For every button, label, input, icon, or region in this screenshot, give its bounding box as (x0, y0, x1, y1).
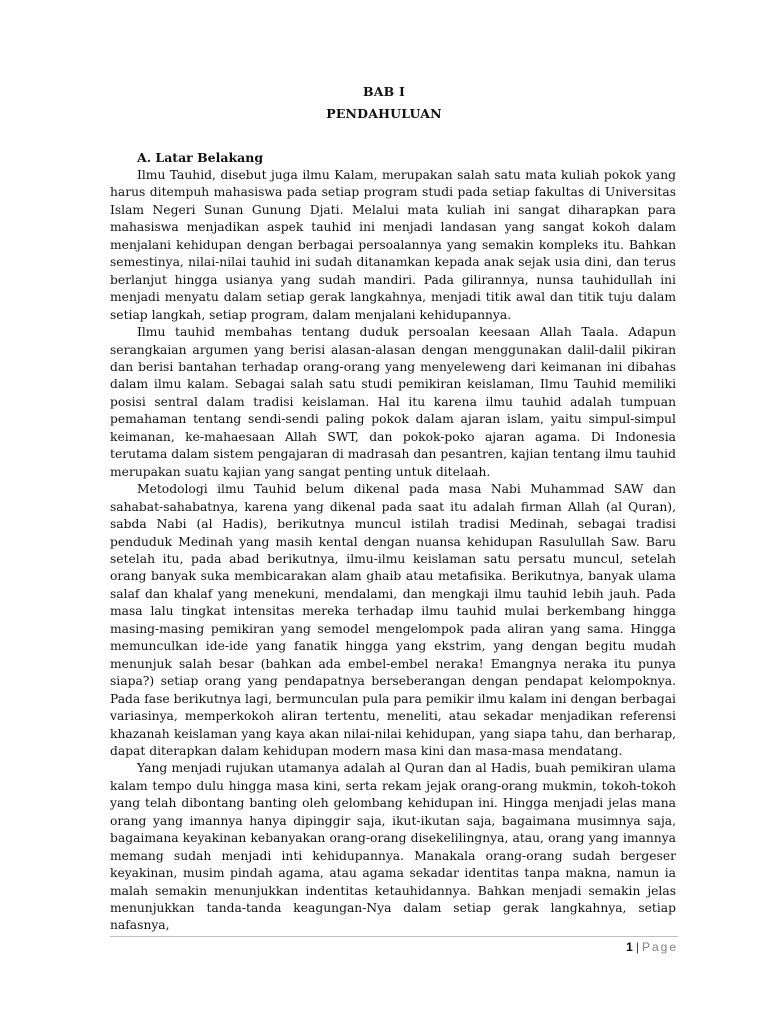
page-label: Page (641, 940, 678, 954)
footer-separator: | (635, 940, 639, 954)
paragraph: Yang menjadi rujukan utamanya adalah al Quran dan al Hadis, buah pemikiran ulama kalam tempo dulu hingga masa kini, serta rekam jejak orang-orang mukmin, tokoh-tokoh yang telah dibontang banting oleh gelombang kehidupan ini. Hingga menjadi jelas mana orang yang imannya hanya dipinggir saja, ikut-ikutan saja, bagaimana musimnya saja, bagaimana keyakinan kebanyakan orang-orang disekelilingnya, atau, orang yang imannya memang sudah menjadi inti kehidupannya. Manakala orang-orang sudah bergeser keyakinan, musim pindah agama, atau agama sekadar identitas tanpa makna, namun ia malah semakin menunjukkan indentitas ketauhidannya. Bahkan menjadi semakin jelas menunjukkan tanda-tanda keagungan-Nya dalam setiap gerak langkahnya, setiap nafasnya, (110, 761, 676, 933)
page-footer (626, 940, 678, 954)
body-text (110, 167, 676, 935)
page-number: 1 (626, 940, 633, 954)
footer-divider (110, 936, 678, 937)
paragraph: Metodologi ilmu Tauhid belum dikenal pada masa Nabi Muhammad SAW dan sahabat-sahabatnya, karena yang dikenal pada saat itu adalah firman Allah (al Quran), sabda Nabi (al Hadis), berikutnya muncul istilah tradisi Medinah, sebagai tradisi penduduk Medinah yang masih kental dengan nuansa kehidupan Rasulullah Saw. Baru setelah itu, pada abad berikutnya, ilmu-ilmu keislaman satu persatu muncul, setelah orang banyak suka membicarakan alam ghaib atau metafisika. Berikutnya, banyak ulama salaf dan khalaf yang menekuni, mendalami, dan mengkaji ilmu tauhid lebih jauh. Pada masa lalu tingkat intensitas mereka terhadap ilmu tauhid mulai berkembang hingga masing-masing pemikiran yang semodel mengelompok pada aliran yang sama. Hingga memunculkan ide-ide yang fanatik hingga yang ekstrim, yang dengan begitu mudah menunjuk salah besar (bahkan ada embel-embel neraka! Emangnya neraka itu punya siapa?) setiap orang yang pendapatnya berseberangan dengan pendapat kelompoknya. Pada fase berikutnya lagi, bermunculan pula para pemikir ilmu kalam ini dengan berbagai variasinya, memperkokoh aliran tertentu, meneliti, atau sekadar menjadikan referensi khazanah keislaman yang kaya akan nilai-nilai kehidupan, yang siapa tahu, dan berharap, dapat diterapkan dalam kehidupan modern masa kini dan masa-masa mendatang. (110, 482, 676, 758)
chapter-number: BAB I (362, 84, 406, 99)
chapter-title: PENDAHULUAN (326, 106, 442, 121)
paragraph: Ilmu Tauhid, disebut juga ilmu Kalam, merupakan salah satu mata kuliah pokok yang harus ditempuh mahasiswa pada setiap program studi pada setiap fakultas di Universitas Islam Negeri Sunan Gunung Djati. Melalui mata kuliah ini sangat diharapkan para mahasiswa menjadikan aspek tauhid ini menjadi landasan yang sangat kokoh dalam menjalani kehidupan dengan berbagai persoalannya yang semakin kompleks itu. Bahkan semestinya, nilai-nilai tauhid ini sudah ditanamkan kepada anak sejak usia dini, dan terus berlanjut hingga usianya yang sudah mandiri. Pada gilirannya, nunsa tauhidullah ini menjadi menyatu dalam setiap gerak langkahnya, menjadi titik awal dan titik tuju dalam setiap langkah, setiap program, dalam menjalani kehidupannya. (110, 168, 676, 322)
paragraph: Ilmu tauhid membahas tentang duduk persoalan keesaan Allah Taala. Adapun serangkaian argumen yang berisi alasan-alasan dengan menggunakan dalil-dalil pikiran dan berisi bantahan terhadap orang-orang yang menyeleweng dari keimanan ini dibahas dalam ilmu kalam. Sebagai salah satu studi pemikiran keislaman, Ilmu Tauhid memiliki posisi sentral dalam tradisi keislaman. Hal itu karena ilmu tauhid adalah tumpuan pemahaman tentang sendi-sendi paling pokok dalam ajaran islam, yaitu simpul-simpul keimanan, ke-mahaesaan Allah SWT, dan pokok-poko ajaran agama. Di Indonesia terutama dalam sistem pengajaran di madrasah dan pesantren, kajian tentang ilmu tauhid merupakan suatu kajian yang sangat penting untuk ditelaah. (110, 325, 676, 479)
section-heading: A. Latar Belakang (137, 150, 264, 165)
